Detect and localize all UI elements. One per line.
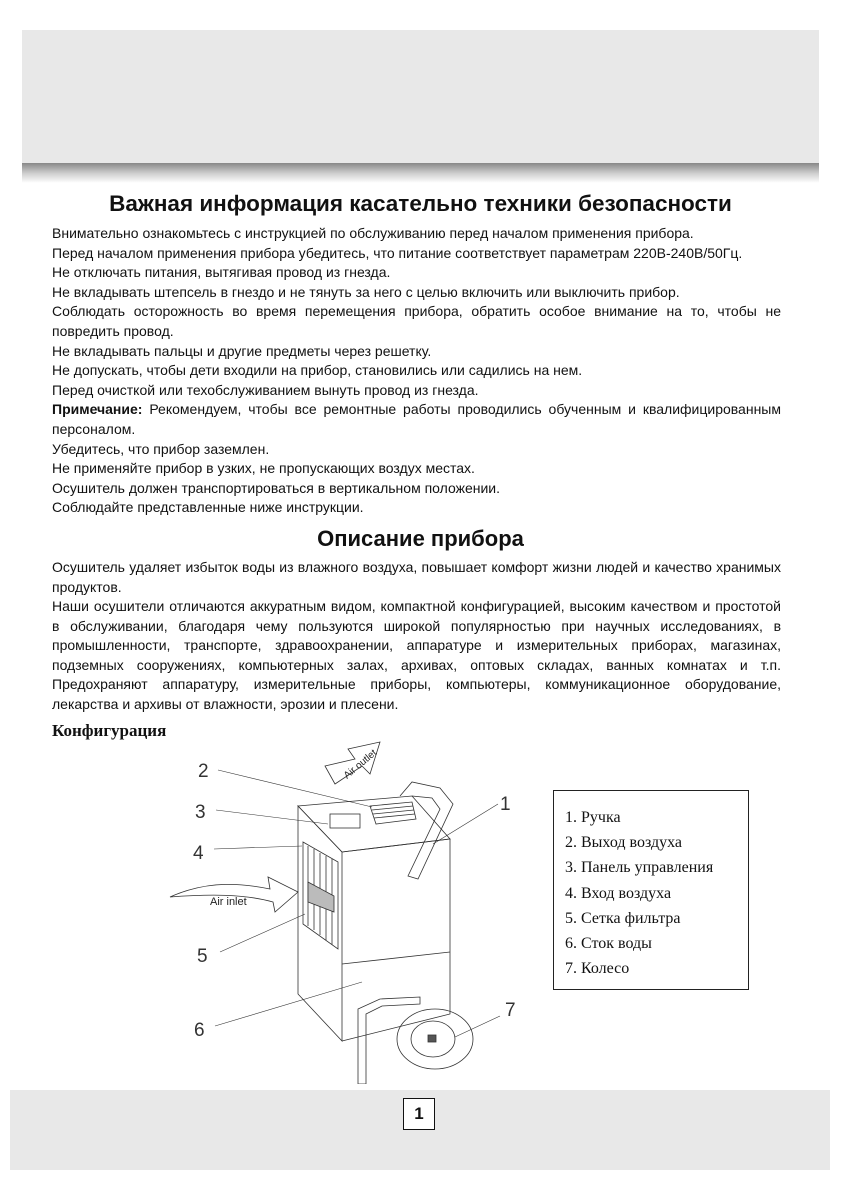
page-content xyxy=(0,190,841,1086)
air-outlet-label: Air outlet xyxy=(341,747,380,782)
note-text: Рекомендуем, чтобы все ремонтные работы проводились обученным и квалифицированным персоналом. xyxy=(52,401,781,437)
safety-line: Не отключать питания, вытягивая провод из гнезда. xyxy=(52,264,391,281)
inlet-grille xyxy=(303,842,338,949)
outlet-grille xyxy=(370,802,416,824)
safety-line: Осушитель должен транспортироваться в вертикальном положении. xyxy=(52,479,501,496)
callout-1: 1 xyxy=(500,793,511,815)
description-paragraph: Наши осушители отличаются аккуратным видом, компактной конфигурацией, высоким качеством и простотой в обслуживании, благодаря чему пользуются широкой популярностью при научных исследованиях, в промышленности, транспорте, здравоохранении, аппаратуре и измерительных приборах, магазинах, подземных сооружениях, компьютерных залах, архивах, оптовых складах, ванных комнатах и т.п. Предохраняют аппаратуру, измерительные приборы, компьютеры, коммуникационное оборудование, лекарства и архивы от влажности, эрозии и плесени. xyxy=(52,598,781,713)
configuration-title: Конфигурация xyxy=(52,720,167,740)
safety-line: Не допускать, чтобы дети входили на прибор, становились или садились на нем. xyxy=(52,362,583,379)
safety-title: Важная информация касательно техники безопасности xyxy=(109,191,732,216)
safety-line: Внимательно ознакомьтесь с инструкцией по обслуживанию перед началом применения прибора. xyxy=(52,225,694,241)
legend-item: 1. Ручка xyxy=(565,808,621,826)
callout-3: 3 xyxy=(195,801,206,823)
safety-line: Не вкладывать пальцы и другие предметы через решетку. xyxy=(52,342,432,359)
header-shadow xyxy=(22,163,819,183)
legend-item: 5. Сетка фильтра xyxy=(565,909,681,927)
safety-note xyxy=(52,400,781,439)
control-panel xyxy=(330,814,360,828)
description-section xyxy=(52,558,781,715)
legend-item: 7. Колесо xyxy=(565,960,630,978)
callout-6: 6 xyxy=(194,1019,205,1041)
callout-7: 7 xyxy=(505,999,516,1021)
safety-line: Соблюдайте представленные ниже инструкции. xyxy=(52,499,364,516)
legend-item: 3. Панель управления xyxy=(565,859,714,877)
configuration-section xyxy=(0,721,841,1086)
top-panel xyxy=(298,796,450,852)
safety-line: Перед началом применения прибора убедитесь, что питание соответствует параметрам 220В-240В/50Гц. xyxy=(52,244,743,261)
safety-line: Убедитесь, что прибор заземлен. xyxy=(52,440,270,457)
callout-2: 2 xyxy=(198,760,209,782)
description-paragraph: Осушитель удаляет избыток воды из влажного воздуха, повышает комфорт жизни людей и качество хранимых продуктов. xyxy=(52,558,781,595)
legend-item: 4. Вход воздуха xyxy=(565,884,672,902)
leader-lines xyxy=(214,770,500,1037)
safety-line: Перед очисткой или техобслуживанием вынуть провод из гнезда. xyxy=(52,381,479,398)
header-band xyxy=(22,30,819,163)
safety-line: Соблюдать осторожность во время перемещения прибора, обратить особое внимание на то, чтобы не повредить провод. xyxy=(52,303,781,339)
legend-item: 6. Сток воды xyxy=(565,935,652,953)
note-label: Примечание: xyxy=(52,401,143,418)
parts-legend xyxy=(553,790,749,990)
front-divider xyxy=(342,952,450,964)
callout-4: 4 xyxy=(193,842,204,864)
dehumidifier-diagram xyxy=(150,734,530,1084)
air-inlet-label: Air inlet xyxy=(210,895,247,908)
safety-section xyxy=(52,224,781,518)
safety-line: Не применяйте прибор в узких, не пропускающих воздух местах. xyxy=(52,460,475,477)
legend-item: 2. Выход воздуха xyxy=(565,833,682,851)
page-number: 1 xyxy=(403,1098,435,1130)
callout-5: 5 xyxy=(197,945,208,967)
description-title: Описание прибора xyxy=(317,525,524,551)
safety-line: Не вкладывать штепсель в гнездо и не тянуть за него с целью включить или выключить прибор. xyxy=(52,283,680,300)
